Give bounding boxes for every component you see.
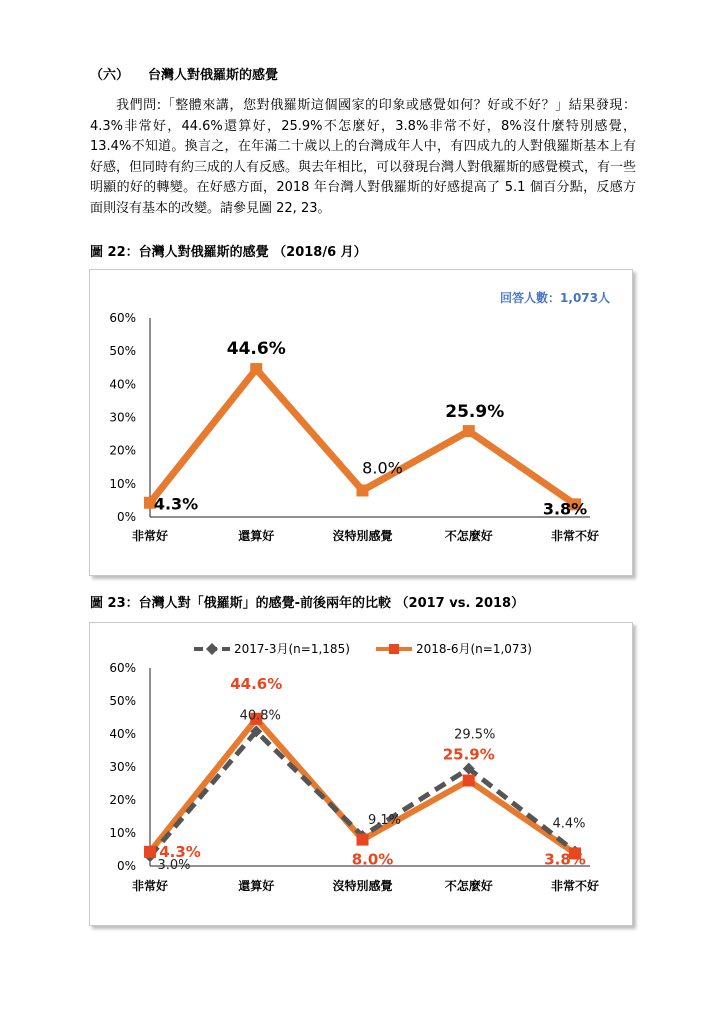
data-label: 25.9% bbox=[445, 402, 505, 423]
x-category-label: 不怎麼好 bbox=[444, 879, 493, 893]
y-tick-label: 20% bbox=[109, 443, 136, 458]
legend-2017-label: 2017-3月(n=1,185) bbox=[234, 642, 350, 656]
x-category-label: 非常好 bbox=[131, 879, 169, 893]
x-category-label: 還算好 bbox=[238, 879, 275, 893]
figure-22-caption: 圖 22：台灣人對俄羅斯的感覺 （2018/6 月） bbox=[90, 245, 367, 260]
legend-2018-marker bbox=[389, 644, 399, 654]
figure-22-chart bbox=[89, 269, 633, 576]
x-category-label: 非常不好 bbox=[550, 529, 600, 543]
chart-23-svg bbox=[90, 623, 632, 925]
series-2018-marker bbox=[463, 775, 475, 787]
respondent-count-label: 回答人數：1,073人 bbox=[500, 291, 610, 305]
section-number: （六） bbox=[90, 68, 130, 83]
series-2018-marker bbox=[463, 425, 475, 437]
y-tick-label: 40% bbox=[109, 727, 136, 741]
series-2018-marker bbox=[144, 846, 156, 858]
x-category-label: 還算好 bbox=[238, 529, 275, 543]
series-2018-marker bbox=[357, 834, 369, 846]
y-tick-label: 0% bbox=[116, 859, 136, 873]
figure-23-caption: 圖 23：台灣人對「俄羅斯」的感覺-前後兩年的比較 （2017 vs. 2018） bbox=[90, 596, 525, 611]
data-label-2017: 9.1% bbox=[367, 812, 402, 828]
y-tick-label: 0% bbox=[116, 510, 136, 524]
series-2018-marker bbox=[357, 484, 369, 496]
data-label: 44.6% bbox=[226, 339, 286, 360]
data-label: 8.0% bbox=[362, 458, 403, 478]
data-label-2017: 3.0% bbox=[157, 858, 191, 874]
legend-2017-marker bbox=[206, 643, 218, 655]
body-paragraph bbox=[90, 96, 636, 219]
y-tick-label: 30% bbox=[109, 410, 136, 425]
series-2018-line bbox=[150, 369, 575, 504]
y-tick-label: 10% bbox=[109, 826, 136, 840]
legend-2018-label: 2018-6月(n=1,073) bbox=[416, 642, 532, 656]
x-category-label: 沒特別感覺 bbox=[332, 529, 393, 543]
data-label: 3.8% bbox=[542, 499, 588, 519]
y-tick-label: 50% bbox=[109, 344, 136, 359]
y-tick-label: 60% bbox=[109, 661, 136, 675]
x-category-label: 非常好 bbox=[131, 529, 169, 543]
y-tick-label: 40% bbox=[109, 377, 136, 392]
data-label-2017: 29.5% bbox=[454, 727, 496, 743]
paragraph-text: 我們問:「整體來講，您對俄羅斯這個國家的印象或感覺如何？好或不好？」結果發現：4.3%非常好，44.6%還算好，25.9%不怎麼好，3.8%非常不好，8%沒什麼特別感覺，13.4%不知道。換言之，在年滿二十歲以上的台灣成年人中，有四成九的人對俄羅斯基本上有好感，但同時有約三成的人有反感。與去年相比，可以發現台灣人對俄羅斯的感覺模式，有一些明顯的好的轉變。在好感方面，2018 年台灣人對俄羅斯的好感提高了 5.1 個百分點，反感方面則沒有基本的改變。請參見圖 22, 23。 bbox=[90, 98, 637, 216]
section-heading bbox=[90, 64, 278, 83]
data-label-2018: 8.0% bbox=[351, 850, 394, 869]
data-label-2017: 4.4% bbox=[552, 816, 586, 832]
chart-22-svg bbox=[90, 270, 632, 575]
data-label-2017: 40.8% bbox=[239, 708, 281, 724]
data-label-2018: 3.8% bbox=[544, 850, 586, 869]
figure-23-chart bbox=[89, 622, 633, 926]
x-category-label: 非常不好 bbox=[550, 879, 600, 893]
y-tick-label: 30% bbox=[109, 760, 136, 774]
series-2018-marker bbox=[250, 363, 262, 375]
y-tick-label: 10% bbox=[109, 476, 136, 491]
y-tick-label: 50% bbox=[109, 694, 136, 708]
data-label-2018: 25.9% bbox=[442, 745, 495, 764]
data-label-2018: 4.3% bbox=[159, 842, 201, 861]
y-tick-label: 60% bbox=[109, 311, 136, 325]
section-title: 台灣人對俄羅斯的感覺 bbox=[148, 68, 279, 83]
data-label-2018: 44.6% bbox=[230, 674, 283, 693]
x-category-label: 不怎麼好 bbox=[444, 529, 493, 543]
y-tick-label: 20% bbox=[109, 793, 136, 807]
data-label: 4.3% bbox=[153, 494, 199, 514]
x-category-label: 沒特別感覺 bbox=[332, 879, 393, 893]
